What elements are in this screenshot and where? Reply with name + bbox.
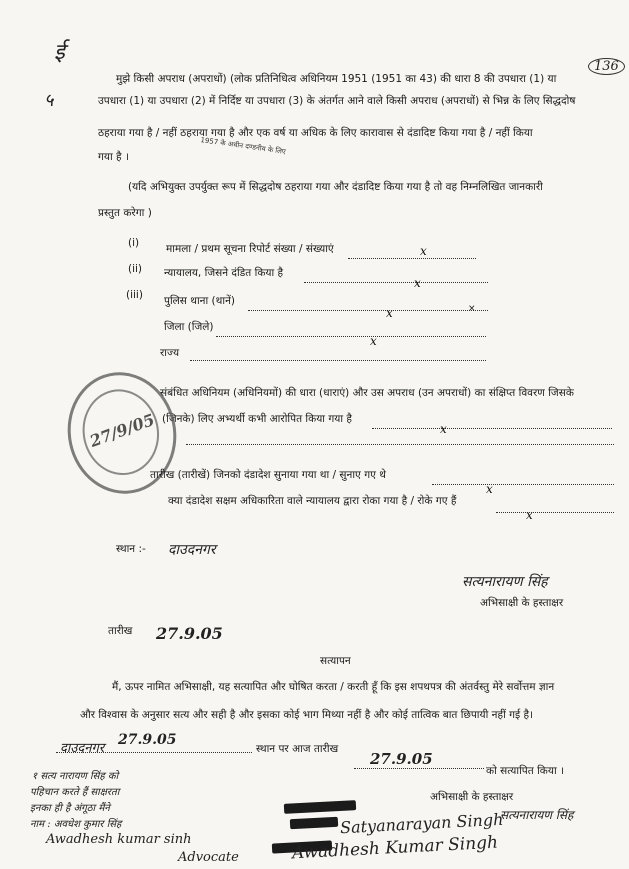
item-iii-state-line	[190, 360, 486, 361]
item-iii-district-line	[216, 336, 486, 337]
signature-label: अभिसाक्षी के हस्ताक्षर	[480, 597, 564, 609]
item-iii-police-line	[248, 310, 488, 311]
item-vi-line	[496, 512, 614, 513]
margin-mark-left: ५	[44, 90, 54, 111]
declaration-line-4: गया है ।	[98, 151, 129, 163]
item-v-label: तारीख (तारीखें) जिनको दंडादेश सुनाया गया था / सुनाए गए थे	[150, 469, 386, 481]
item-iii-district-label: जिला (जिले)	[164, 321, 214, 333]
verification-sig-label: अभिसाक्षी के हस्ताक्षर	[430, 791, 514, 803]
verification-date-line	[354, 768, 484, 769]
item-iii-police-label: पुलिस थाना (थानें)	[164, 295, 236, 307]
verification-line-1: मैं, ऊपर नामित अभिसाक्षी, यह सत्यापित और घोषित करता / करती हूँ कि इस शपथपत्र की अंतर्वस्तु मेरे सर्वोत्तम ज्ञान	[112, 681, 555, 693]
date-label: तारीख	[108, 625, 133, 637]
instruction-line-1: (यदि अभियुक्त उपर्युक्त रूप में सिद्धदोष ठहराया गया और दंडादिष्ट किया गया है तो वह निम्नलिखित जानकारी	[128, 181, 543, 193]
item-vi-label: क्या दंडादेश सक्षम अधिकारिता वाले न्यायालय द्वारा रोका गया है / रोके गए हैं	[168, 495, 457, 507]
item-iv-line	[372, 428, 612, 429]
margin-mark-top: ई	[54, 40, 65, 65]
notary-stamp	[56, 362, 187, 504]
instruction-line-2: प्रस्तुत करेगा )	[98, 207, 152, 219]
item-i-number: (i)	[128, 237, 140, 249]
advocate-note-line-4: नाम : अवधेश कुमार सिंह	[30, 819, 122, 830]
item-iv-line-2: (जिनके) लिए अभ्यर्थी कभी आरोपित किया गया है	[162, 413, 352, 425]
item-iii-number: (iii)	[126, 289, 143, 301]
item-iv-line-1: संबंधित अधिनियम (अधिनियमों) की धारा (धाराएं) और उस अपराध (उन अपराधों) का संक्षिप्त विवरण जिसके	[160, 387, 574, 399]
redaction-bar-1	[284, 800, 356, 814]
item-v-line	[432, 484, 614, 485]
item-iv-cross: x	[440, 422, 447, 436]
item-iii-state-label: राज्य	[160, 347, 180, 359]
item-v-cross: x	[486, 482, 493, 496]
item-i-line	[348, 258, 476, 259]
item-ii-label: न्यायालय, जिसने दंडित किया है	[164, 267, 284, 279]
advocate-title: Advocate	[178, 850, 239, 865]
item-iii-cross: x	[386, 306, 393, 320]
advocate-note-line-3: इनका ही है अंगूठा मैंने	[30, 803, 110, 814]
deponent-signature: सत्यनारायण सिंह	[462, 574, 548, 590]
overwritten-signature-2: Awadhesh Kumar Singh	[291, 832, 499, 864]
item-i-cross: x	[420, 244, 427, 258]
declaration-overlay-text: 1957 के अधीन दण्डनीय के लिए	[199, 136, 287, 156]
verification-title: सत्यापन	[320, 655, 351, 667]
item-ii-cross: x	[414, 276, 421, 290]
advocate-note-line-2: पहिचान करते हैं साक्षरता	[30, 787, 120, 798]
place-label: स्थान :-	[116, 543, 146, 555]
item-iv-line-extra	[186, 444, 614, 445]
declaration-line-2: उपधारा (1) या उपधारा (2) में निर्दिष्ट या उपधारा (3) के अंतर्गत आने वाले किसी अपराध (अपराधों) से भिन्न के लिए सिद्धदोष	[98, 95, 576, 107]
verification-sig-handwritten: सत्यनारायण सिंह	[500, 808, 574, 822]
item-ii-line	[304, 282, 488, 283]
verification-end-text: को सत्यापित किया ।	[486, 765, 564, 777]
verification-date2-handwritten: 27.9.05	[370, 750, 433, 768]
place-value: दाउदनगर	[168, 542, 216, 558]
item-i-label: मामला / प्रथम सूचना रिपोर्ट संख्या / संख्याएं	[166, 243, 334, 255]
item-iii-mark-small: ×	[468, 304, 476, 314]
declaration-line-3: ठहराया गया है / नहीं ठहराया गया है और एक वर्ष या अधिक के लिए कारावास से दंडादिष्ट किया गया है / नहीं किया	[98, 127, 533, 139]
item-iii-cross-2: x	[370, 334, 377, 348]
verification-mid-text: स्थान पर आज तारीख	[256, 743, 339, 755]
verification-place-line	[56, 752, 252, 753]
verification-place-handwritten: दाउदनगर	[60, 741, 105, 756]
declaration-line-1: मुझे किसी अपराध (अपराधों) (लोक प्रतिनिधित्व अधिनियम 1951 (1951 का 43) की धारा 8 की उपधारा (1) या	[116, 73, 557, 85]
item-ii-number: (ii)	[128, 263, 143, 275]
item-vi-cross: x	[526, 508, 533, 522]
verification-date-handwritten: 27.9.05	[118, 732, 177, 748]
overwritten-signature-1: Satyanarayan Singh	[339, 809, 504, 838]
page-number-mark: 136	[588, 58, 625, 75]
notary-stamp-date: 27/9/05	[87, 409, 158, 451]
verification-line-2: और विश्वास के अनुसार सत्य और सही है और इसका कोई भाग मिथ्या नहीं है और कोई तात्विक बात छिपायी नहीं गई है।	[80, 709, 534, 721]
date-value: 27.9.05	[156, 624, 223, 643]
redaction-bar-2	[290, 817, 338, 829]
advocate-name: Awadhesh kumar sinh	[46, 832, 192, 847]
advocate-note-line-1: १ सत्य नारायण सिंह को	[32, 771, 119, 782]
